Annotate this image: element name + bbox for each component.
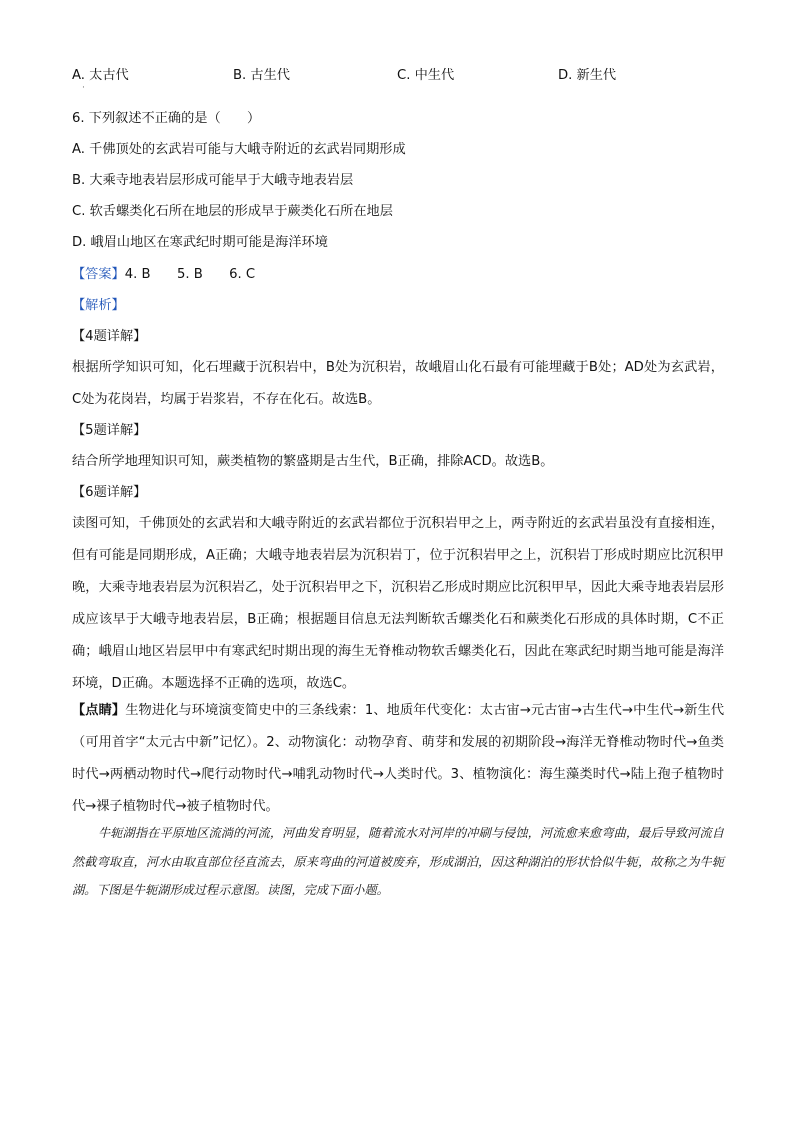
q6-detail-text: 读图可知，千佛顶处的玄武岩和大峨寺附近的玄武岩都位于沉积岩甲之上，两寺附近的玄武岩虽没有直接相连，但有可能是同期形成，A正确；大峨寺地表岩层为沉积岩丁，位于沉积岩甲之上，沉积岩丁形成时期应比沉积甲晚，大乘寺地表岩层为沉积岩乙，处于沉积岩甲之下，沉积岩乙形成时期应比沉积甲早，因此大乘寺地表岩层形成应该早于大峨寺地表岩层，B正确；根据题目信息无法判断软舌螺类化石和蕨类化石形成的具体时期，C不正确；峨眉山地区岩层甲中有寒武纪时期出现的海生无脊椎动物软舌螺类化石，因此在寒武纪时期当地可能是海洋环境，D正确。本题选择不正确的选项，故选C。 <box>72 516 724 691</box>
q5-option-a: A. 太古代 <box>72 68 129 83</box>
q6-option-b: B. 大乘寺地表岩层形成可能早于大峨寺地表岩层 <box>72 173 354 188</box>
answer-line <box>72 265 722 285</box>
q4-detail-text: 根据所学知识可知，化石埋藏于沉积岩中，B处为沉积岩，故峨眉山化石最有可能埋藏于B处；AD处为玄武岩，C处为花岗岩，均属于岩浆岩，不存在化石。故选B。 <box>72 360 724 407</box>
q6-option-a: A. 千佛顶处的玄武岩可能与大峨寺附近的玄武岩同期形成 <box>72 142 406 157</box>
option-dot: · <box>82 83 85 93</box>
q4-detail-label: 【4题详解】 <box>72 329 147 344</box>
q5-detail-text: 结合所学地理知识可知，蕨类植物的繁盛期是古生代，B正确，排除ACD。故选B。 <box>72 454 554 469</box>
q5-option-b: B. 古生代 <box>233 68 290 83</box>
q6-detail-label: 【6题详解】 <box>72 485 147 500</box>
answer-text: 4. B 5. B 6. C <box>124 267 256 282</box>
q5-detail-label: 【5题详解】 <box>72 423 147 438</box>
oxbow-passage: 牛轭湖指在平原地区流淌的河流，河曲发育明显，随着流水对河岸的冲刷与侵蚀，河流愈来愈弯曲，最后导致河流自然截弯取直，河水由取直部位径直流去，原来弯曲的河道被废弃，形成湖泊，因这种湖泊的形状恰似牛轭，故称之为牛轭湖。下图是牛轭湖形成过程示意图。读图，完成下面小题。 <box>72 826 724 897</box>
q6-option-d: D. 峨眉山地区在寒武纪时期可能是海洋环境 <box>72 235 328 250</box>
tip-text: 生物进化与环境演变简史中的三条线索：1、地质年代变化：太古宙→元古宙→古生代→中生代→新生代（可用首字“太元古中新”记忆）。2、动物演化：动物孕育、萌芽和发展的初期阶段→海洋无脊椎动物时代→鱼类时代→两栖动物时代→爬行动物时代→哺乳动物时代→人类时代。3、植物演化：海生藻类时代→陆上孢子植物时代→裸子植物时代→被子植物时代。 <box>72 703 725 814</box>
q6-stem: 6. 下列叙述不正确的是（ ） <box>72 111 261 126</box>
analysis-label: 【解析】 <box>72 298 125 313</box>
tip-paragraph <box>72 695 724 823</box>
q5-option-d: D. 新生代 <box>558 68 617 83</box>
tip-label: 【点睛】 <box>72 703 126 718</box>
q5-option-c: C. 中生代 <box>397 68 455 83</box>
q6-option-c: C. 软舌螺类化石所在地层的形成早于蕨类化石所在地层 <box>72 204 393 219</box>
answer-label: 【答案】 <box>72 267 125 282</box>
